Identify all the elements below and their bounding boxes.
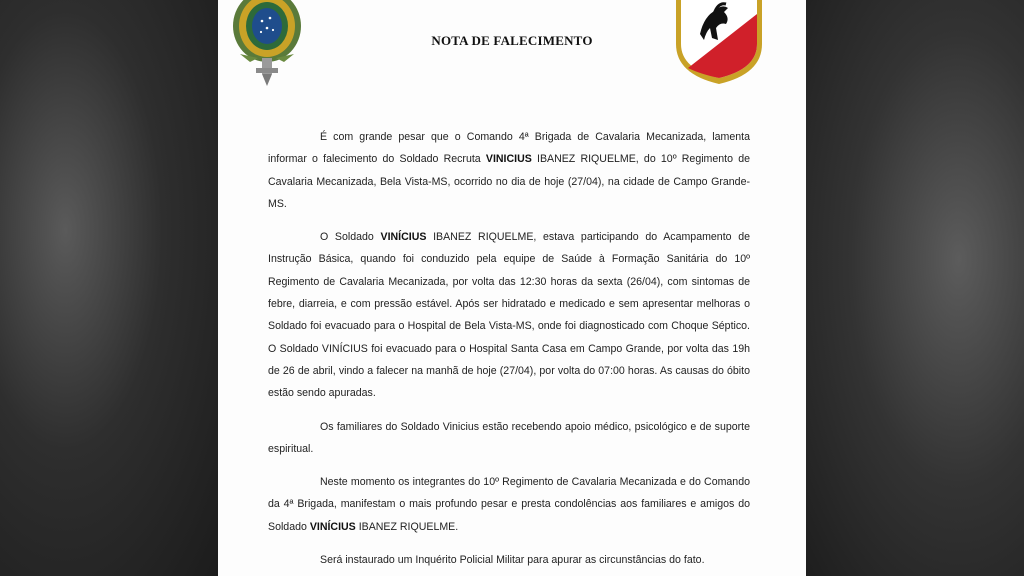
paragraph-2-text-a: O Soldado xyxy=(320,231,381,244)
paragraph-1 xyxy=(268,126,750,215)
blurred-background-right xyxy=(806,0,1024,576)
soldier-name: VINÍCIUS xyxy=(309,520,356,533)
soldier-name: VINICIUS xyxy=(485,153,532,166)
paragraph-1-text-b: IBANEZ RIQUELME, do 10º Regimento de Cavalaria Mecanizada, Bela Vista-MS, ocorrido no dia de hoje (27/04), na cidade de Campo Grande-MS. xyxy=(268,153,750,210)
paragraph-4-text-b: IBANEZ RIQUELME. xyxy=(355,520,459,533)
soldier-name: VINÍCIUS xyxy=(380,231,427,244)
cavalry-shield-icon xyxy=(670,0,768,88)
paragraph-3: Os familiares do Soldado Vinicius estão recebendo apoio médico, psicológico e de suporte espiritual. xyxy=(268,420,750,455)
document-page xyxy=(218,0,806,576)
page-title: NOTA DE FALECIMENTO xyxy=(431,33,593,48)
paragraph-2 xyxy=(268,226,750,404)
paragraph-2-text-b: IBANEZ RIQUELME, estava participando do Acampamento de Instrução Básica, quando foi conduzido pela equipe de Saúde à Formação Sanitária do 10º Regimento de Cavalaria Mecanizada, por volta das 12:30 horas da sexta (26/04), com sintomas de febre, diarreia, e com pressão estável. Após ser hidratado e medicado e sem apresentar melhoras o Soldado foi evacuado para o Hospital de Bela Vista-MS, onde foi diagnosticado com Choque Séptico. O Soldado VINÍCIUS foi evacuado para o Hospital Santa Casa em Campo Grande, por volta das 19h de 26 de abril, vindo a falecer na manhã de hoje (27/04), por volta do 07:00 horas. As causas do óbito estão sendo apuradas. xyxy=(268,231,750,400)
paragraph-4-text-a: Neste momento os integrantes do 10º Regimento de Cavalaria Mecanizada e do Comando da 4ª Brigada, manifestam o mais profundo pesar e presta condolências aos familiares e amigos do Soldado xyxy=(268,476,750,533)
paragraph-5: Será instaurado um Inquérito Policial Militar para apurar as circunstâncias do fato. xyxy=(320,554,705,567)
document-body xyxy=(268,126,750,576)
paragraph-4 xyxy=(268,471,750,538)
blurred-background-left xyxy=(0,0,218,576)
paragraph-1-text-a: É com grande pesar que o Comando 4ª Brigada de Cavalaria Mecanizada, lamenta informar o falecimento do Soldado Recruta xyxy=(268,131,750,166)
